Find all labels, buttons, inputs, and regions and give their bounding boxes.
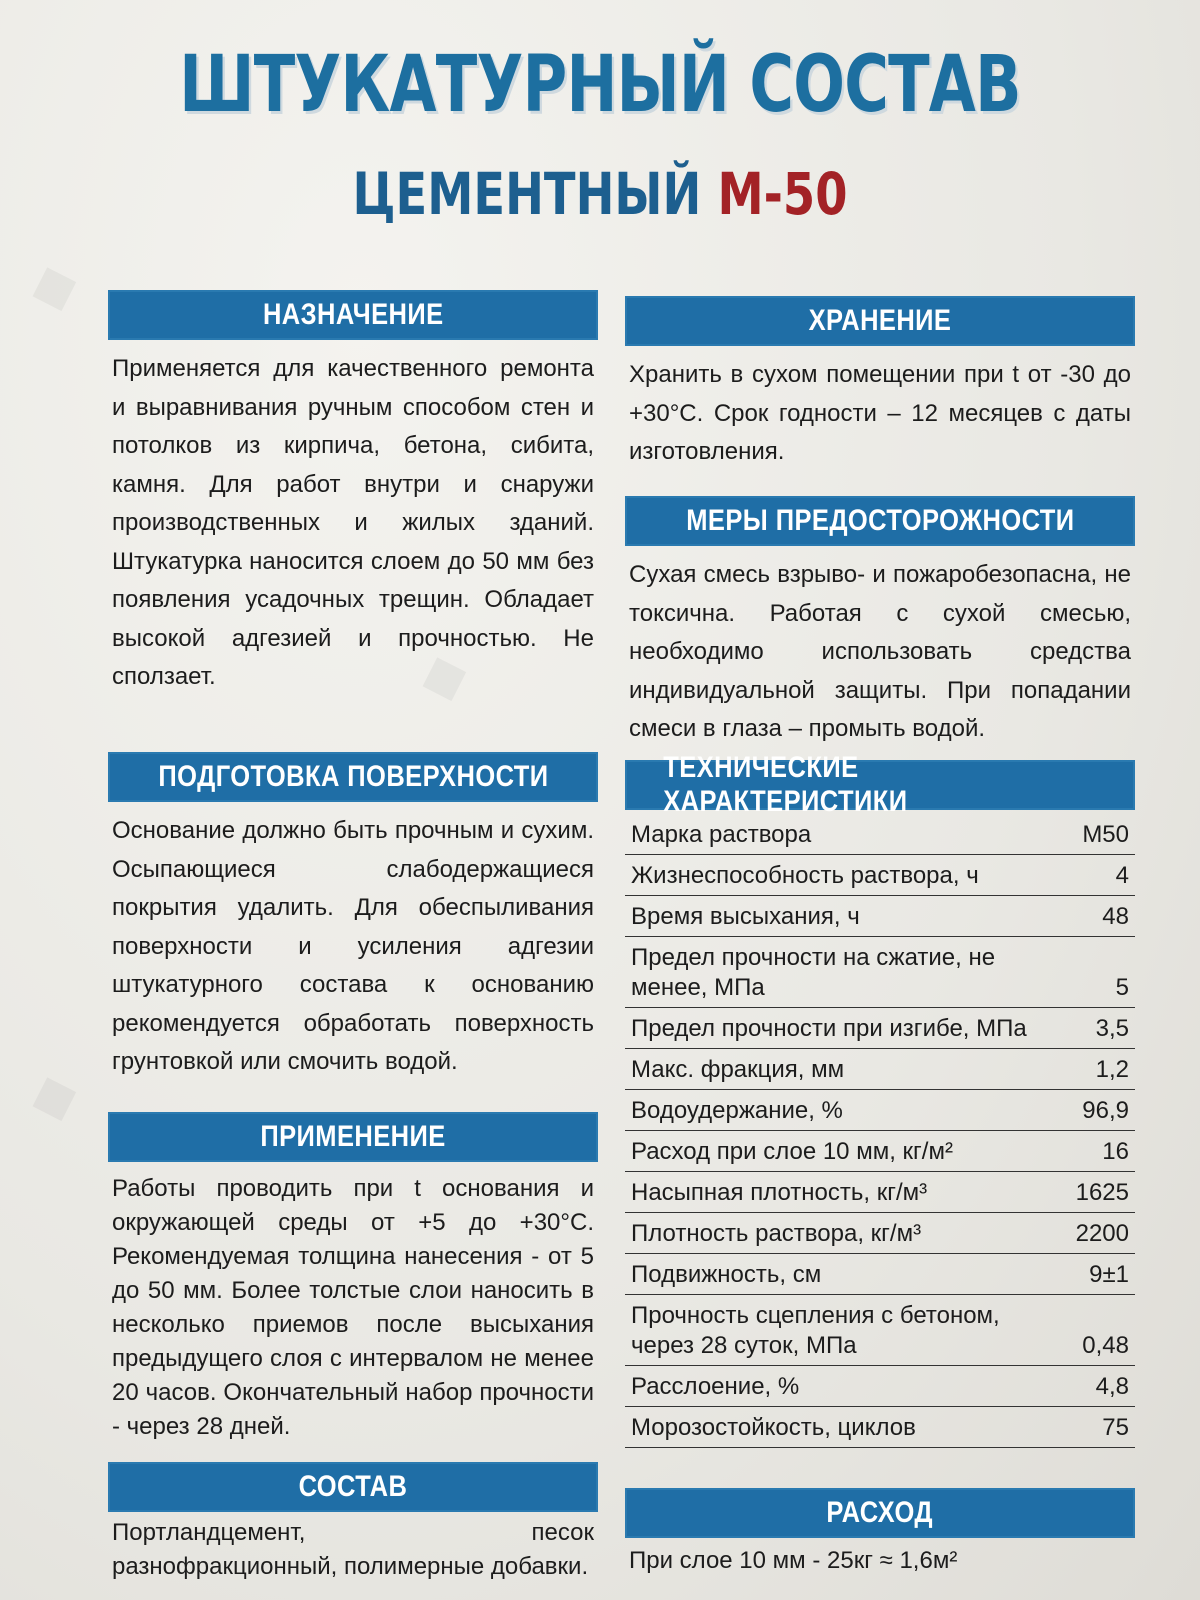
spec-value: 96,9: [1082, 1097, 1129, 1124]
spec-row: [625, 1172, 1135, 1213]
spec-label: Предел прочности на сжатие, не менее, МПа: [631, 944, 996, 1001]
spec-value: 5: [1115, 974, 1129, 1001]
spec-label: Расслоение, %: [631, 1373, 800, 1400]
section-text: Применяется для качественного ремонта и выравнивания ручным способом стен и потолков из кирпича, бетона, сибита, камня. Для работ внутри и снаружи производственных и жилых зданий. Штукатурка наносится слоем до 50 мм без появления усадочных трещин. Обладает высокой адгезией и прочностью. Не сползает.: [112, 355, 594, 690]
spec-label: Макс. фракция, мм: [631, 1056, 845, 1083]
section-text: Хранить в сухом помещении при t от -30 до +30°С. Срок годности – 12 месяцев с даты изготовления.: [629, 361, 1131, 465]
section-application: [108, 1112, 598, 1444]
section-heading: ПРИМЕНЕНИЕ: [108, 1112, 598, 1162]
section-composition: [108, 1462, 598, 1584]
spec-row: [625, 1254, 1135, 1295]
spec-label: Расход при слое 10 мм, кг/м²: [631, 1138, 953, 1165]
section-preparation: [108, 752, 598, 1082]
spec-row: [625, 1295, 1135, 1366]
section-precautions: [625, 496, 1135, 749]
spec-label: Плотность раствора, кг/м³: [631, 1220, 922, 1247]
spec-value: 1625: [1075, 1179, 1129, 1206]
product-title: ШТУКАТУРНЫЙ СОСТАВ: [179, 40, 1021, 130]
section-text: При слое 10 мм - 25кг ≈ 1,6м²: [629, 1547, 958, 1574]
spec-value: 16: [1102, 1138, 1129, 1165]
spec-label: Предел прочности при изгибе, МПа: [631, 1015, 1027, 1042]
section-heading: МЕРЫ ПРЕДОСТОРОЖНОСТИ: [625, 496, 1135, 546]
section-heading: СОСТАВ: [108, 1462, 598, 1512]
section-text: Сухая смесь взрыво- и пожаробезопасна, не токсична. Работая с сухой смесью, необходимо использовать средства индивидуальной защиты. При попадании смеси в глаза – промыть водой.: [629, 561, 1131, 742]
spec-row: [625, 814, 1135, 855]
section-heading: НАЗНАЧЕНИЕ: [108, 290, 598, 340]
specs-table: [625, 814, 1135, 1448]
spec-value: 3,5: [1095, 1015, 1129, 1042]
section-heading: ТЕХНИЧЕСКИЕ ХАРАКТЕРИСТИКИ: [625, 760, 1135, 810]
spec-row: [625, 937, 1135, 1008]
section-heading: РАСХОД: [625, 1488, 1135, 1538]
section-text: Основание должно быть прочным и сухим. Осыпающиеся слабодержащиеся покрытия удалить. Для обеспыливания поверхности и усиления адгезии штукатурного состава к основанию рекомендуется обработать поверхность грунтовкой или смочить водой.: [112, 817, 594, 1075]
spec-value: 4,8: [1095, 1373, 1129, 1400]
spec-value: 4: [1115, 862, 1129, 889]
spec-label: Насыпная плотность, кг/м³: [631, 1179, 928, 1206]
product-type: ЦЕМЕНТНЫЙ: [352, 160, 702, 228]
section-consumption: [625, 1488, 1135, 1581]
product-grade: М-50: [717, 160, 848, 228]
spec-label: Прочность сцепления с бетоном, через 28 суток, МПа: [631, 1302, 1000, 1359]
section-storage: [625, 296, 1135, 472]
spec-label: Морозостойкость, циклов: [631, 1414, 916, 1441]
section-heading: ПОДГОТОВКА ПОВЕРХНОСТИ: [108, 752, 598, 802]
background-watermark: ◆: [20, 1054, 86, 1136]
spec-row: [625, 1131, 1135, 1172]
background-watermark: ◆: [20, 244, 86, 326]
background-watermark: ◆: [410, 634, 476, 716]
section-heading: ХРАНЕНИЕ: [625, 296, 1135, 346]
spec-row: [625, 855, 1135, 896]
spec-value: 2200: [1075, 1220, 1129, 1247]
section-text: Работы проводить при t основания и окружающей среды от +5 до +30°С. Рекомендуемая толщина нанесения - от 5 до 50 мм. Более толстые слои наносить в несколько приемов после высыхания предыдущего слоя с интервалом не менее 20 часов. Окончательный набор прочности - через 28 дней.: [112, 1175, 594, 1440]
spec-label: Водоудержание, %: [631, 1097, 843, 1124]
spec-label: Марка раствора: [631, 821, 812, 848]
spec-row: [625, 1213, 1135, 1254]
spec-row: [625, 1366, 1135, 1407]
spec-row: [625, 1049, 1135, 1090]
spec-value: 0,48: [1082, 1332, 1129, 1359]
section-specs: [625, 751, 1135, 1448]
spec-row: [625, 1407, 1135, 1448]
spec-value: 9±1: [1089, 1261, 1129, 1288]
spec-value: М50: [1082, 821, 1129, 848]
spec-value: 75: [1102, 1414, 1129, 1441]
spec-row: [625, 1090, 1135, 1131]
spec-row: [625, 896, 1135, 937]
spec-label: Жизнеспособность раствора, ч: [631, 862, 979, 889]
product-subtitle: [120, 160, 1080, 228]
spec-row: [625, 1008, 1135, 1049]
section-purpose: [108, 290, 598, 697]
spec-label: Время высыхания, ч: [631, 903, 860, 930]
spec-value: 48: [1102, 903, 1129, 930]
section-text: Портландцемент, песок разнофракционный, полимерные добавки.: [112, 1519, 594, 1580]
spec-value: 1,2: [1095, 1056, 1129, 1083]
spec-label: Подвижность, см: [631, 1261, 822, 1288]
